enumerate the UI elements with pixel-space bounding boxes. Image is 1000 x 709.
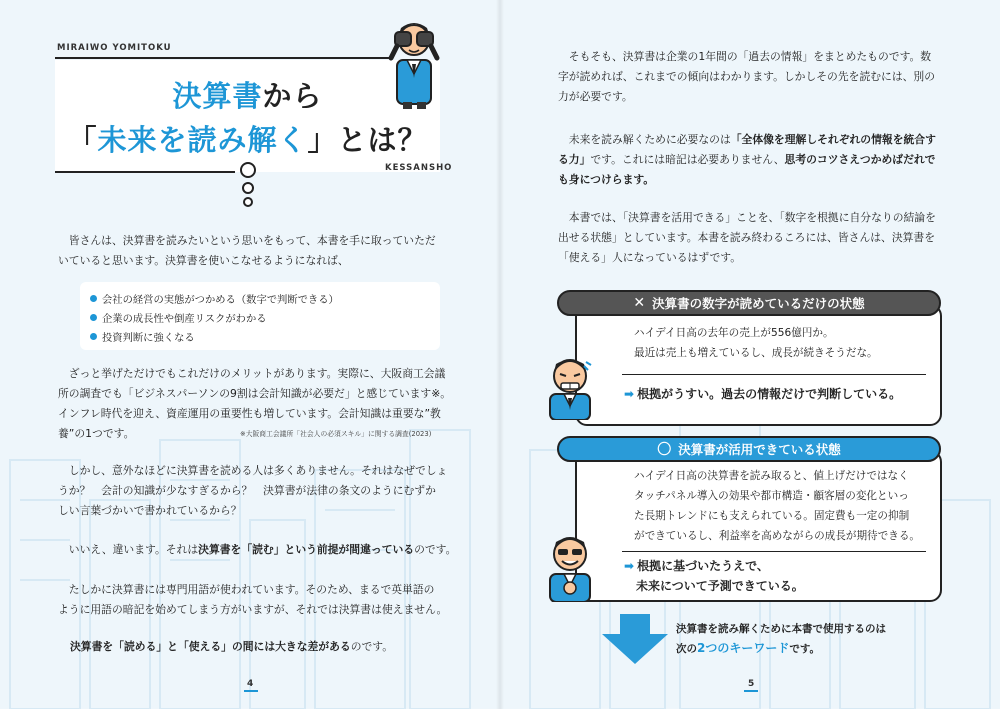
- question-paragraph: [58, 461, 458, 521]
- binoculars-businessman-illustration: [383, 12, 445, 110]
- page-number-underline: [744, 690, 758, 692]
- text-line: 決算書を読み解くために本書で使用するのは: [676, 623, 886, 635]
- brand-label-bottom: KESSANSHO: [385, 163, 453, 173]
- card-utilizing-heading: [557, 436, 941, 462]
- conclusion-text: 根拠に基づいたうえで、: [637, 559, 769, 573]
- text-line: ハイデイ日高の決算書を読み取ると、値上げだけではなく: [634, 470, 909, 482]
- arrow-right-icon: ➡: [624, 387, 635, 401]
- title-rule-top: [55, 57, 390, 59]
- page-number-right: 5: [748, 679, 755, 689]
- title-rule-bottom: [55, 171, 235, 173]
- text-line: 養”の1つです。: [58, 427, 135, 440]
- integration-paragraph: [558, 130, 958, 190]
- card-reading-only-conclusion: [624, 384, 901, 404]
- text-span: です。これには暗記は必要ありません、: [590, 153, 785, 166]
- text-line: た長期トレンドにも支えられている。固定費も一定の抑制: [634, 510, 910, 522]
- cross-mark-icon: ✕: [633, 295, 646, 311]
- emphasis-text: 決算書を「読める」と「使える」の間には大きな差がある: [70, 640, 351, 653]
- title-text-2: 」とは？: [307, 123, 428, 157]
- arrow-right-icon: ➡: [624, 559, 635, 573]
- title-highlight-2: 未来を読み解く: [97, 123, 308, 157]
- text-line: しい言葉づかいで書かれているから？: [58, 504, 242, 517]
- emphasis-text: 思考のコツさえつかめばだれで: [784, 153, 936, 166]
- card-reading-only-heading: [557, 290, 941, 316]
- title-text-1: から: [262, 79, 323, 113]
- intro-line-1: 皆さんは、決算書を読みたいという思いをもって、本書を手に取っていただ: [58, 234, 436, 247]
- text-span: いいえ、違います。それは: [58, 543, 199, 556]
- text-line: そもそも、決算書は企業の1年間の「過去の情報」をまとめたものです。数: [558, 50, 932, 63]
- emphasis-text: 決算書を「読む」という前提が間違っている: [198, 543, 415, 556]
- confident-businessman-illustration: [540, 530, 600, 602]
- key-difference-paragraph: [70, 637, 450, 657]
- text-line: 出せる状態」としています。本書を読み終わるころには、皆さんは、決算書を: [558, 231, 936, 244]
- text-line: 字が読めれば、これまでの傾向はわかります。しかしその先を読むには、別の: [558, 70, 936, 83]
- card-divider: [622, 551, 926, 552]
- footnote: ※大阪商工会議所「社会人の必須スキル」に関する調査(2023): [240, 430, 432, 438]
- list-item: [90, 327, 440, 346]
- card-utilizing-text: [634, 466, 939, 546]
- card-utilizing-conclusion: [624, 556, 804, 596]
- past-info-paragraph: [558, 47, 958, 107]
- list-item: [90, 289, 440, 308]
- bullet-dot-icon: [90, 314, 97, 321]
- conclusion-line: [624, 556, 804, 576]
- text-line: ように用語の暗記を始めてしまう方がいますが、それでは決算書は使えません。: [58, 603, 448, 616]
- benefits-list: [80, 282, 440, 350]
- text-span: です。: [789, 643, 821, 655]
- text-line: 力が必要です。: [558, 90, 633, 103]
- page-number-left: 4: [247, 679, 254, 689]
- page-number-underline: [244, 690, 258, 692]
- text-line: タッチパネル導入の効果や都市構造・顧客層の変化といっ: [634, 490, 909, 502]
- conclusion-text: 根拠がうすい。過去の情報だけで判断している。: [637, 387, 902, 401]
- bullet-text: 投資判断に強くなる: [102, 332, 195, 344]
- answer-paragraph: [58, 540, 458, 560]
- worried-businessman-illustration: [540, 352, 600, 420]
- title-highlight-1: 決算書: [172, 79, 263, 113]
- text-line: しかし、意外なほどに決算書を読める人は多くありません。それはなぜでしょ: [58, 464, 448, 477]
- terminology-paragraph: [58, 580, 458, 620]
- text-span: のです。: [414, 543, 457, 556]
- text-line: 本書では、「決算書を活用できる」ことを、「数字を根拠に自分なりの結論を: [558, 211, 936, 224]
- text-line: [558, 130, 958, 150]
- card-reading-only-text: [634, 323, 934, 363]
- text-span: のです。: [350, 640, 394, 653]
- title-line-2: [55, 118, 440, 159]
- text-line: [558, 170, 958, 190]
- keyword-highlight: 2つのキーワード: [697, 641, 790, 655]
- emphasis-text: る力」: [558, 153, 591, 166]
- intro-paragraph: [58, 231, 458, 271]
- text-line: ハイデイ日高の去年の売上が556億円か。: [634, 327, 834, 339]
- bullet-dot-icon: [90, 333, 97, 340]
- bullet-dot-icon: [90, 295, 97, 302]
- conclusion-text: 未来について予測できている。: [636, 579, 804, 593]
- text-line: インフレ時代を迎え、資産運用の重要性も増しています。会計知識は重要な”教: [58, 407, 441, 420]
- thought-bubble-icon: [236, 160, 260, 212]
- title-bracket-open: 「: [67, 123, 98, 157]
- text-line: 最近は売上も増えているし、成長が続きそうだな。: [634, 347, 878, 359]
- heading-text: 決算書の数字が読めているだけの状態: [652, 296, 865, 311]
- text-line: ができているし、利益率を高めながらの成長が期待できる。: [634, 530, 921, 542]
- heading-text: 決算書が活用できている状態: [678, 442, 841, 457]
- bullet-text: 会社の経営の実態がつかめる（数字で判断できる）: [102, 294, 339, 306]
- text-span: 次の: [676, 643, 697, 655]
- down-arrow-icon: [600, 614, 670, 664]
- emphasis-text: も身につけらます。: [558, 173, 655, 186]
- text-line: 「使える」人になっているはずです。: [558, 251, 742, 264]
- text-line: 所の調査でも「ビジネスパーソンの9割は会計知識が必要だ」と感じています※。: [58, 387, 452, 400]
- keywords-intro: [676, 620, 886, 659]
- text-span: 未来を読み解くために必要なのは: [558, 133, 731, 146]
- emphasis-text: 「全体像を理解しそれぞれの情報を統合す: [730, 133, 936, 146]
- list-item: [90, 308, 440, 327]
- goal-paragraph: [558, 208, 958, 268]
- text-line: うか？ 会計の知識が少なすぎるから？ 決算書が法律の条文のようにむずか: [58, 484, 436, 497]
- text-line: たしかに決算書には専門用語が使われています。そのため、まるで英単語の: [58, 583, 435, 596]
- circle-mark-icon: 〇: [657, 442, 672, 458]
- card-divider: [622, 374, 926, 375]
- text-line: [558, 150, 958, 170]
- text-line: ざっと挙げただけでもこれだけのメリットがあります。実際に、大阪商工会議: [58, 367, 446, 380]
- brand-label-top: MIRAIWO YOMITOKU: [57, 43, 172, 53]
- intro-line-2: いていると思います。決算書を使いこなせるようになれば、: [58, 254, 349, 267]
- text-line: [676, 639, 886, 659]
- bullet-text: 企業の成長性や倒産リスクがわかる: [102, 313, 267, 325]
